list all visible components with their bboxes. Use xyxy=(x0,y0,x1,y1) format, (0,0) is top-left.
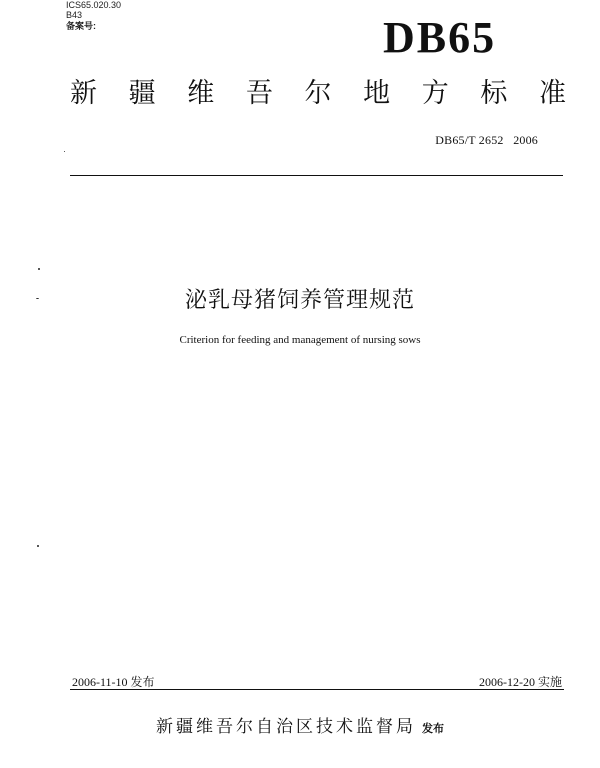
standard-number: DB65/T 2652 2006 xyxy=(435,133,538,147)
standard-title-char: 方 xyxy=(421,78,449,109)
document-title-chinese: 泌乳母猪饲养管理规范 xyxy=(184,288,415,313)
standard-title-char: 疆 xyxy=(128,78,156,109)
standard-title-char: 准 xyxy=(539,78,566,109)
footer-divider xyxy=(70,689,564,690)
scan-speck xyxy=(36,298,39,299)
filing-number-label: 备案号: xyxy=(66,21,96,31)
header-divider xyxy=(70,175,563,176)
ccs-code: B43 xyxy=(66,10,83,20)
standard-title-char: 标 xyxy=(480,78,508,109)
standard-title-char: 维 xyxy=(187,78,215,109)
standard-title-char: 尔 xyxy=(304,78,332,109)
standard-title-char: 新 xyxy=(70,78,97,109)
document-title-english: Criterion for feeding and management of nursing sows xyxy=(179,334,421,346)
scan-speck xyxy=(37,545,39,547)
scan-speck xyxy=(38,268,40,270)
standard-type-title xyxy=(70,77,566,111)
issuer-name: 新疆维吾尔自治区技术监督局 xyxy=(156,717,416,737)
implement-date: 2006-12-20 实施 xyxy=(479,675,562,689)
issuer-suffix: 发布 xyxy=(422,722,444,735)
standard-logo: DB65 xyxy=(383,13,497,62)
ics-code: ICS65.020.30 xyxy=(66,0,122,10)
issuing-authority xyxy=(0,712,600,737)
standard-title-char: 吾 xyxy=(245,78,273,109)
standard-title-char: 地 xyxy=(363,78,391,109)
scan-speck xyxy=(64,151,65,152)
publish-date: 2006-11-10 发布 xyxy=(72,675,155,689)
